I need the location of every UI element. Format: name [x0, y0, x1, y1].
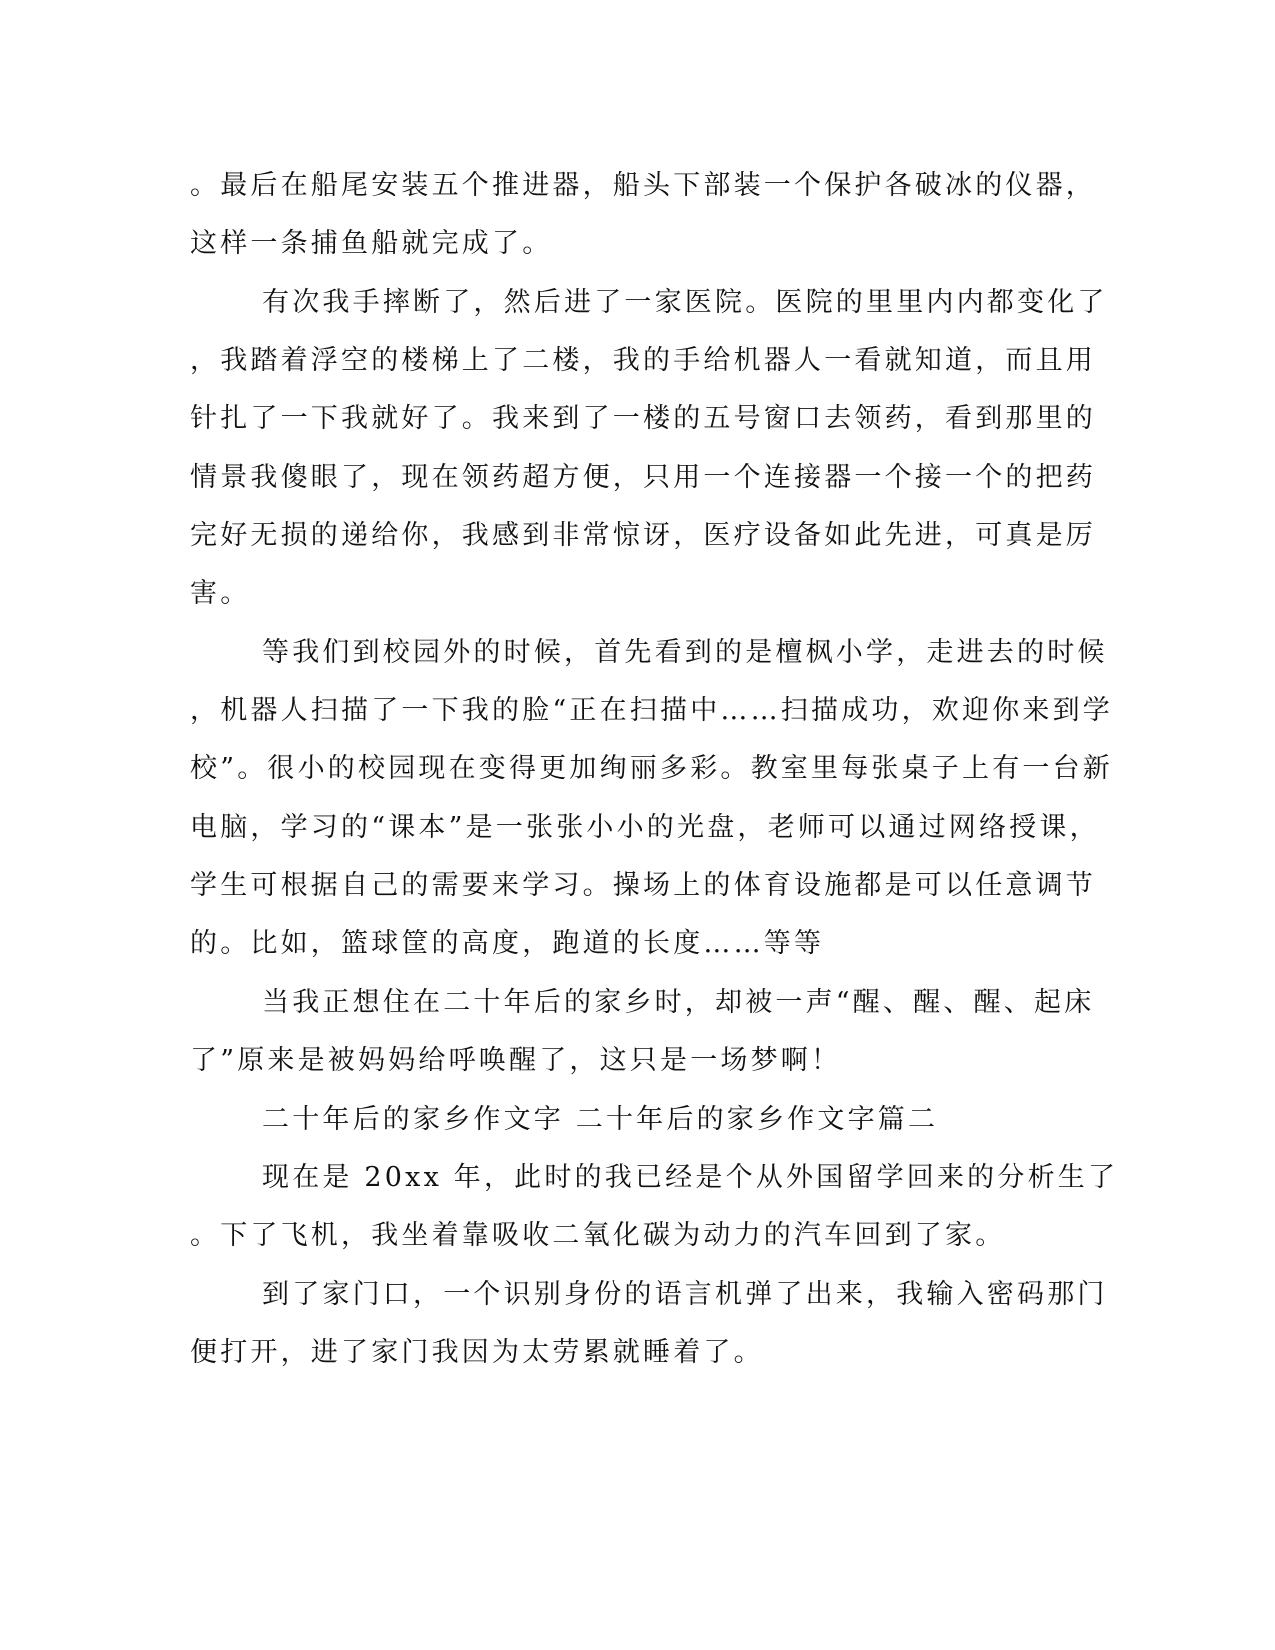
text-line-14: 的。比如，篮球筐的高度，跑道的长度……等等	[190, 928, 825, 959]
text-line-8: 害。	[190, 578, 251, 609]
text-line-13: 学生可根据自己的需要来学习。操场上的体育设施都是可以任意调节	[190, 870, 1096, 901]
text-line-9: 等我们到校园外的时候，首先看到的是檀枫小学，走进去的时候	[262, 637, 1108, 668]
text-line-11: 校”。很小的校园现在变得更加绚丽多彩。教室里每张桌子上有一台新	[190, 753, 1114, 784]
text-line-19: 。下了飞机，我坐着靠吸收二氧化碳为动力的汽车回到了家。	[190, 1220, 1006, 1251]
text-line-20: 到了家门口，一个识别身份的语言机弹了出来，我输入密码那门	[262, 1279, 1108, 1310]
text-line-15: 当我正想住在二十年后的家乡时，却被一声“醒、醒、醒、起床	[262, 987, 1095, 1018]
text-line-21: 便打开，进了家门我因为太劳累就睡着了。	[190, 1337, 764, 1368]
text-line-3: 有次我手摔断了，然后进了一家医院。医院的里里内内都变化了	[262, 287, 1108, 318]
text-line-2: 这样一条捕鱼船就完成了。	[190, 228, 553, 259]
text-line-4: ，我踏着浮空的楼梯上了二楼，我的手给机器人一看就知道，而且用	[190, 345, 1096, 376]
text-line-7: 完好无损的递给你，我感到非常惊讶，医疗设备如此先进，可真是厉	[190, 520, 1096, 551]
text-line-12: 电脑，学习的“课本”是一张张小小的光盘，老师可以通过网络授课，	[190, 812, 1100, 843]
text-line-18: 现在是 20xx 年，此时的我已经是个从外国留学回来的分析生了	[262, 1162, 1119, 1193]
text-line-1: 。最后在船尾安装五个推进器，船头下部装一个保护各破冰的仪器，	[190, 170, 1096, 201]
text-line-5: 针扎了一下我就好了。我来到了一楼的五号窗口去领药，看到那里的	[190, 403, 1096, 434]
text-line-6: 情景我傻眼了，现在领药超方便，只用一个连接器一个接一个的把药	[190, 462, 1096, 493]
text-line-10: ，机器人扫描了一下我的脸“正在扫描中……扫描成功，欢迎你来到学	[190, 695, 1114, 726]
text-line-16: 了”原来是被妈妈给呼唤醒了，这只是一场梦啊！	[190, 1045, 842, 1076]
section-heading: 二十年后的家乡作文字 二十年后的家乡作文字篇二	[262, 1104, 939, 1135]
